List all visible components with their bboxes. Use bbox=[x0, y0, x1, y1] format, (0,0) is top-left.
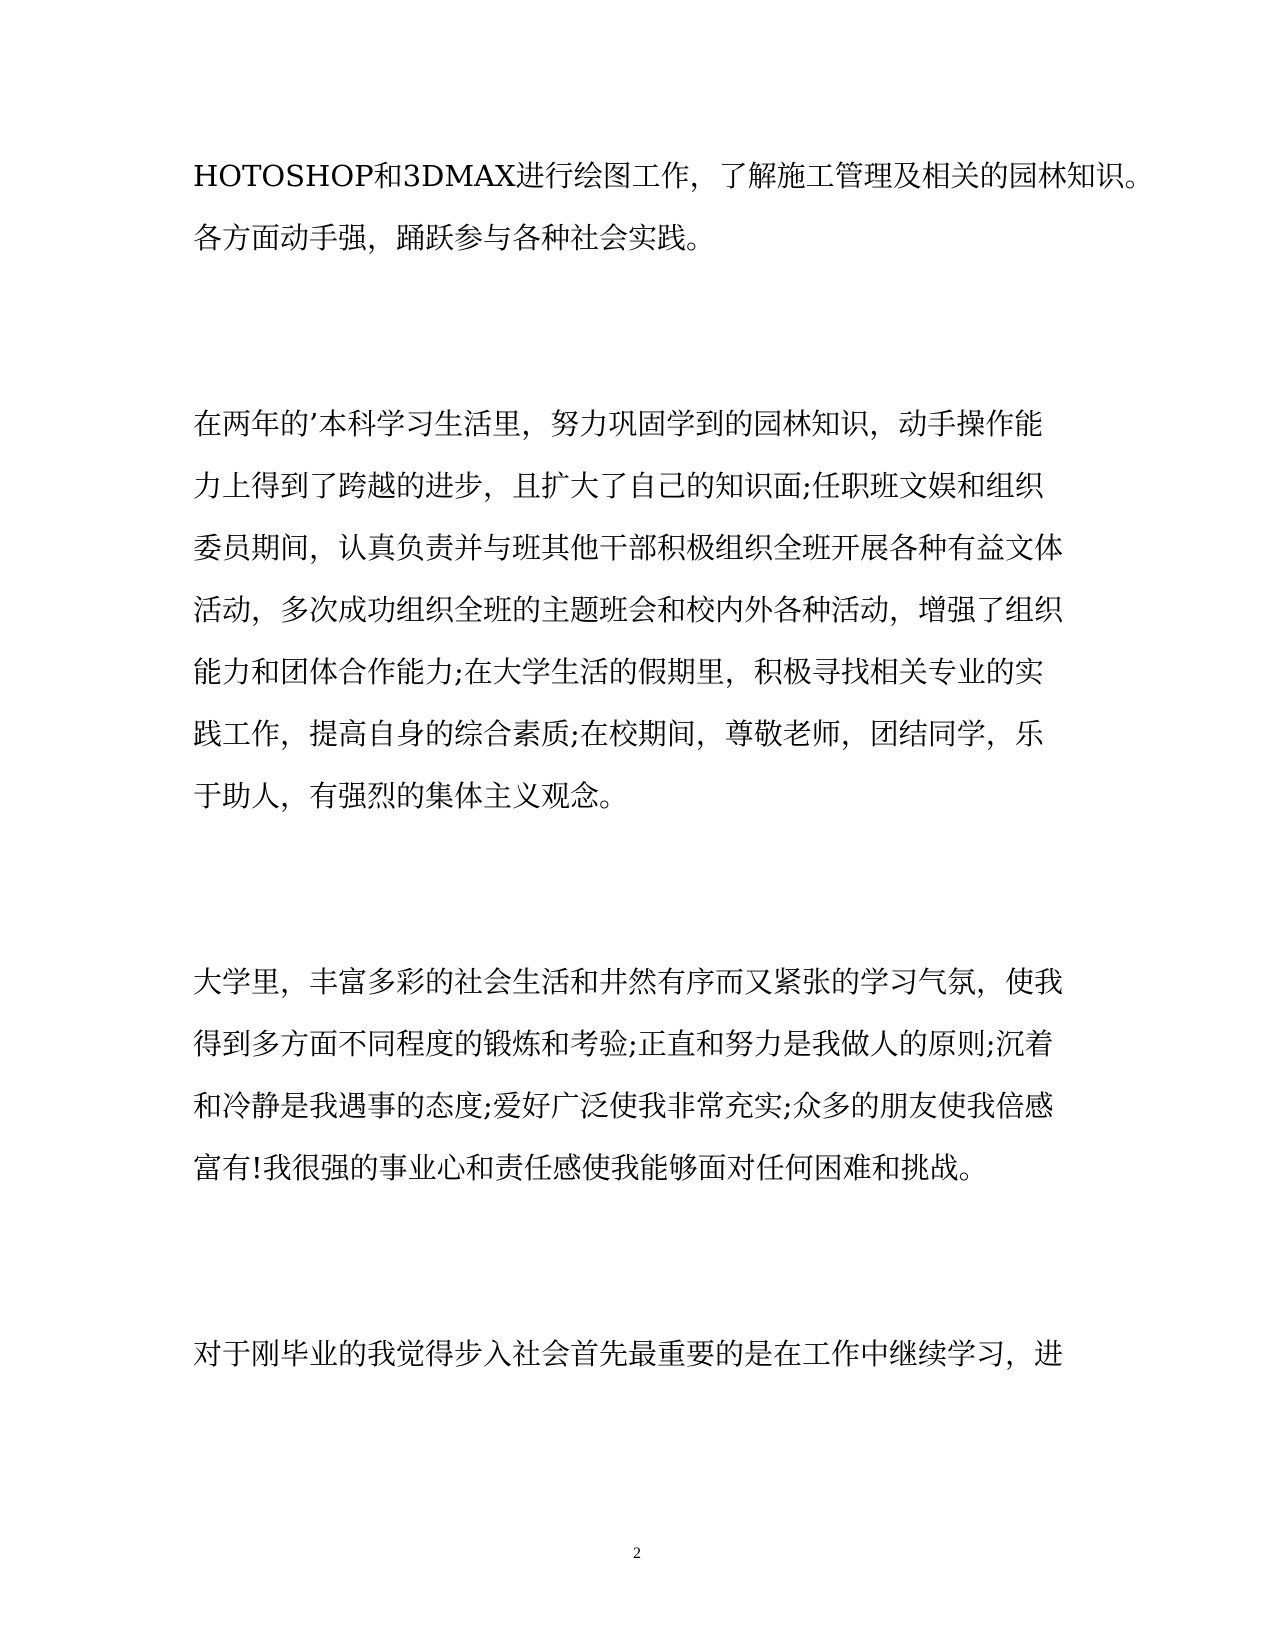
text-line: 富有!我很强的事业心和责任感使我能够面对任何困难和挑战。 bbox=[193, 1151, 988, 1185]
text-line: 力上得到了跨越的进步，且扩大了自己的知识面;任职班文娱和组织 bbox=[193, 469, 1044, 503]
page-number: 2 bbox=[633, 1545, 641, 1562]
text-line: 各方面动手强，踊跃参与各种社会实践。 bbox=[193, 221, 716, 255]
text-line: 能力和团体合作能力;在大学生活的假期里，积极寻找相关专业的实 bbox=[193, 655, 1044, 689]
text-line: 委员期间，认真负责并与班其他干部积极组织全班开展各种有益文体 bbox=[193, 531, 1064, 565]
text-line: 大学里，丰富多彩的社会生活和井然有序而又紧张的学习气氛，使我 bbox=[193, 965, 1064, 999]
text-line: HOTOSHOP和3DMAX进行绘图工作，了解施工管理及相关的园林知识。 bbox=[193, 159, 1154, 193]
text-line: 在两年的’本科学习生活里，努力巩固学到的园林知识，动手操作能 bbox=[193, 407, 1044, 441]
text-line: 活动，多次成功组织全班的主题班会和校内外各种活动，增强了组织 bbox=[193, 593, 1064, 627]
text-line: 践工作，提高自身的综合素质;在校期间，尊敬老师，团结同学，乐 bbox=[193, 717, 1044, 751]
text-line: 对于刚毕业的我觉得步入社会首先最重要的是在工作中继续学习，进 bbox=[193, 1337, 1064, 1371]
text-line: 得到多方面不同程度的锻炼和考验;正直和努力是我做人的原则;沉着 bbox=[193, 1027, 1054, 1061]
text-line: 于助人，有强烈的集体主义观念。 bbox=[193, 779, 629, 813]
text-line: 和冷静是我遇事的态度;爱好广泛使我非常充实;众多的朋友使我倍感 bbox=[193, 1089, 1054, 1123]
